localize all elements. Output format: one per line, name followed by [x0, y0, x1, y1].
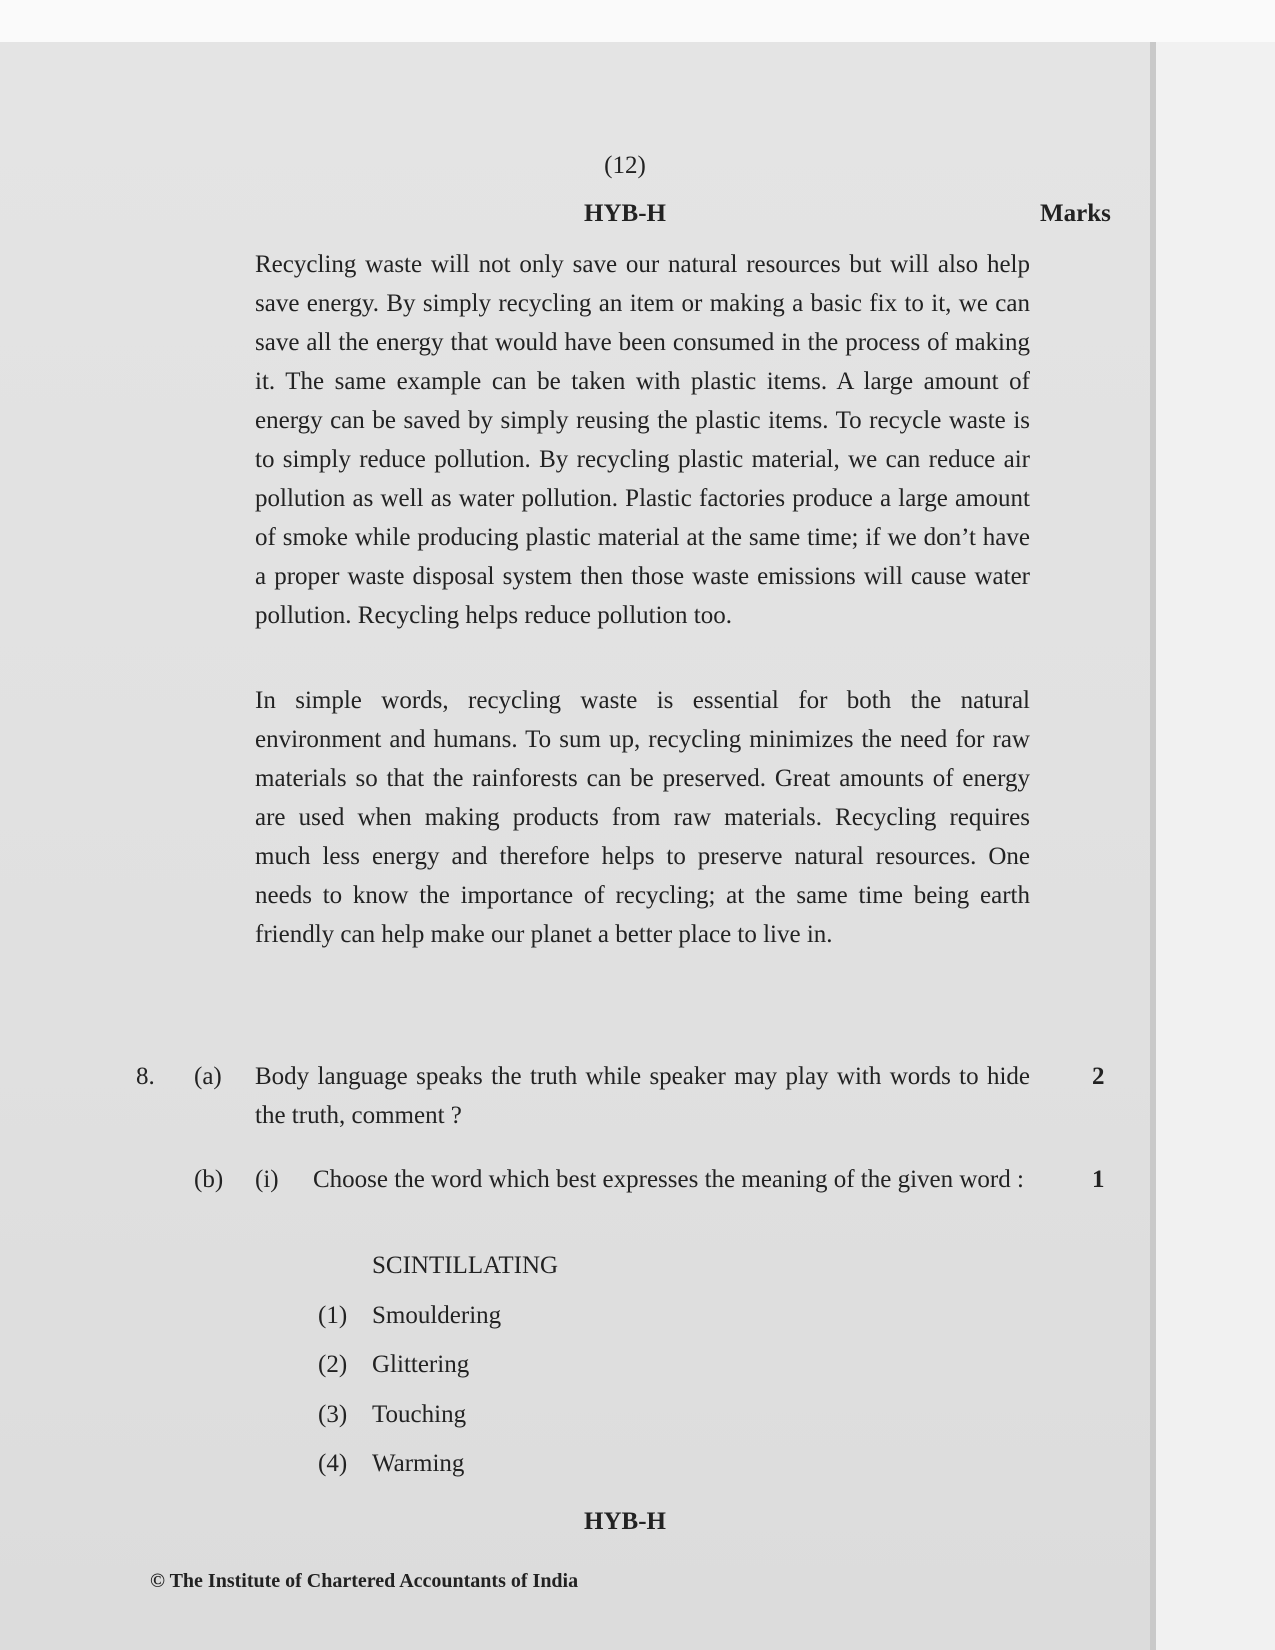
option-number: (2)	[318, 1351, 348, 1378]
option-item	[318, 1296, 618, 1335]
part-b-i-question: Choose the word which best expresses the meaning of the given word :	[313, 1166, 1024, 1193]
option-number: (3)	[318, 1401, 348, 1428]
paper-code-footer: HYB-H	[584, 1508, 666, 1535]
part-a-label: (a)	[194, 1063, 222, 1090]
copyright-notice: © The Institute of Chartered Accountants of India	[150, 1570, 579, 1592]
given-word: SCINTILLATING	[372, 1252, 559, 1279]
option-text: Glittering	[372, 1351, 470, 1378]
option-text: Warming	[372, 1450, 465, 1477]
option-item	[318, 1444, 618, 1483]
scan-margin-right	[1156, 42, 1275, 1650]
paper-code-header: HYB-H	[584, 200, 666, 227]
passage-paragraph-1: Recycling waste will not only save our natural resources but will also help save energy. By simply recycling an item or making a basic fix to it, we can save all the energy that would have been consumed in the process of making it. The same example can be taken with plastic items. A large amount of energy can be saved by simply reusing the plastic items. To recycle waste is to simply reduce pollution. By recycling plastic material, we can reduce air pollution as well as water pollution. Plastic factories produce a large amount of smoke while producing plastic material at the same time; if we don’t have a proper waste disposal system then those waste emissions will cause water pollution. Recycling helps reduce pollution too.	[255, 251, 1030, 629]
option-number: (4)	[318, 1450, 348, 1477]
marks-column-heading: Marks	[1040, 200, 1111, 227]
passage-paragraph-2: In simple words, recycling waste is essential for both the natural environment and humans. To sum up, recycling minimizes the need for raw materials so that the rainforests can be preserved. Great amounts of energy are used when making products from raw materials. Recycling requires much less energy and therefore helps to preserve natural resources. One needs to know the importance of recycling; at the same time being earth friendly can help make our planet a better place to live in.	[255, 687, 1030, 948]
part-a-question: Body language speaks the truth while speaker may play with words to hide the truth, comment ?	[255, 1063, 1030, 1129]
option-item	[318, 1345, 618, 1384]
scan-margin-top	[0, 0, 1275, 42]
page-number: (12)	[604, 152, 646, 179]
part-b-i-label: (i)	[255, 1166, 279, 1193]
part-b-label: (b)	[194, 1166, 224, 1193]
option-number: (1)	[318, 1302, 348, 1329]
option-item	[318, 1395, 618, 1434]
option-text: Touching	[372, 1401, 467, 1428]
part-a-marks: 2	[1092, 1063, 1105, 1090]
option-text: Smouldering	[372, 1302, 502, 1329]
part-b-marks: 1	[1092, 1166, 1105, 1193]
question-number: 8.	[136, 1063, 155, 1090]
